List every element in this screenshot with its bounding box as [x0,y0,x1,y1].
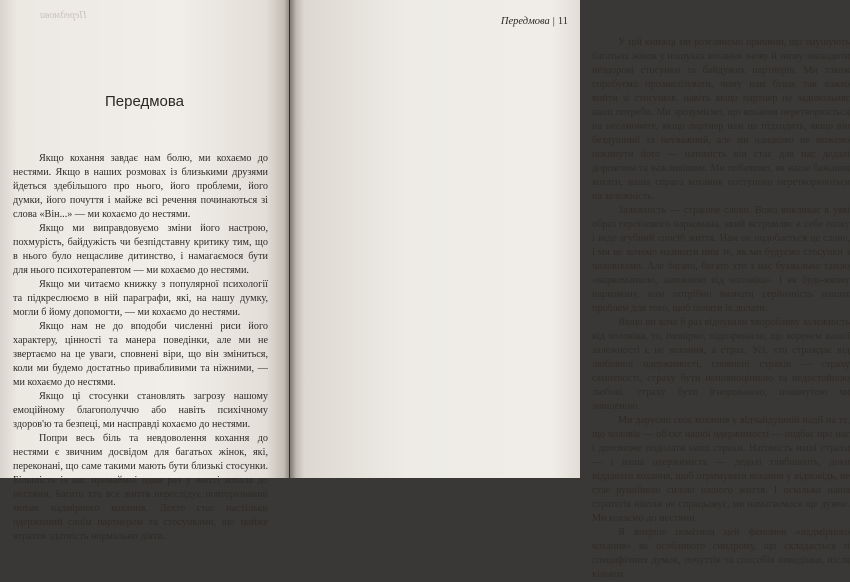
paragraph: Якщо кохання завдає нам болю, ми кохаємо до нестями. Якщо в наших розмовах із близькими друзями йдеться здебільшого про нього, його проблеми, його думки, його почуття і майже всі речення починаються зі слова «Він...» — ми кохаємо до нестями. [13,153,268,220]
running-header-title: Передмова [500,16,550,27]
left-text-column [13,152,268,544]
left-page [0,0,289,542]
chapter-title: Передмова [104,93,185,110]
paragraph: Залежність — страшне слово. Воно викликає в уяві образ героїнового наркомана, який встромляє в себе голку і веде згубний спосіб життя. Нам не подобається це слово, і ми не хочемо називати ним те, як ми будуємо стосунки з чоловіками. Але багато, багато хто з нас буквально такою «наркоманкою, залежною від чоловіка». І як будь-якому наркоману, нам потрібно визнати серйозність наших проблем для того, щоб почати їх долати. [592,205,850,314]
running-header [501,16,568,27]
paragraph: Я вперше помітила цей феномен «надмірного кохання» як особливого синдрому, що складається зі специфічних думок, почуттів та способів поведінки, після кількох [592,527,850,580]
paragraph: Ми даруємо своє кохання у відчайдушній надії на те, що чоловік — об'єкт нашої одержимості — подбає про нас і допоможе подолати наші страхи. Натомість наші страхи — і наша одержимість — дедалі глибшають, доки віддавати кохання, щоб отримувати кохання у відповідь, не стає рушійною силою нашого життя. І оскільки наша стратегія ніколи не спрацьовує, ми намагаємося ще дужче. Ми кохаємо до нестями. [592,415,850,524]
page-number: 11 [557,16,568,27]
book-gutter [284,0,296,478]
running-header-separator: | [552,16,555,27]
paragraph: Якщо ви хоча б раз відчували хворобливу залежність від чоловіка, то, імовірно, підозрювали, що коренем вашої залежності є не кохання, а страх. Усі, хто страждає від любовної одержимості, сповнені страхів — страху самотності, страху бути неповноцінною та недостойною любові, страху бути ігнорованою, покинутою чи знищеною. [592,317,850,412]
bleed-through-header: Передмова [40,10,87,21]
paragraph: Якщо ці стосунки становлять загрозу нашому емоційному благополуччю або навіть психічному здоров'ю та безпеці, ми насправді кохаємо до нестями. [13,391,268,430]
right-text-column [592,36,850,582]
paragraph: Якщо нам не до вподоби численні риси його характеру, цінності та манера поведінки, але ми не звертаємо на це уваги, сповнені віри, що він зміниться, коли ми будемо достатньо привабливими та ніжними, — ми кохаємо до нестями. [13,321,268,388]
right-page [290,0,850,580]
paragraph: Якщо ми виправдовуємо зміни його настрою, похмурість, байдужість чи безпідставну критику тим, що в нього було нещасливе дитинство, і намагаємося бути для нього психотерапевтом — ми кохаємо до нестями. [13,223,268,276]
paragraph: У цій книжці ми розглянемо причини, що змушують багатьох жінок у пошуках кохання знову й знову знаходити нездорові стосунки та байдужих партнерів. Ми також спробуємо проаналізувати, чому нам буває так важко вийти зі стосунків, навіть якщо партнер не задовольняє наші потреби. Ми зрозуміємо, що кохання перетворюється на несамовите, якщо партнер нам не підходить, якщо він бездушний та неуважний, але ми однаково не можемо покинути його — натомість він стає для нас дедалі дорожчим та важливішим. Ми побачимо, як наше бажання кохати, наша спрага кохання поступово перетворюються на залежність. [592,37,850,202]
paragraph: Якщо ми читаємо книжку з популярної психології та підкреслюємо в ній параграфи, які, на нашу думку, могли б йому допомогти, — ми кохаємо до нестями. [13,279,268,318]
paragraph: Попри весь біль та невдоволення кохання до нестями є звичним досвідом для багатьох жінок, які, переконані, що саме такими мають бути близькі стосунки. Більшість із нас принаймні один раз у житті кохала до нестями. Багато хто все життя переслідує повторюваний мотив надмірного кохання. Дехто стає настільки одержимий своїм партнером та стосунками, що майже втратив здатність нормально діяти. [13,433,268,542]
